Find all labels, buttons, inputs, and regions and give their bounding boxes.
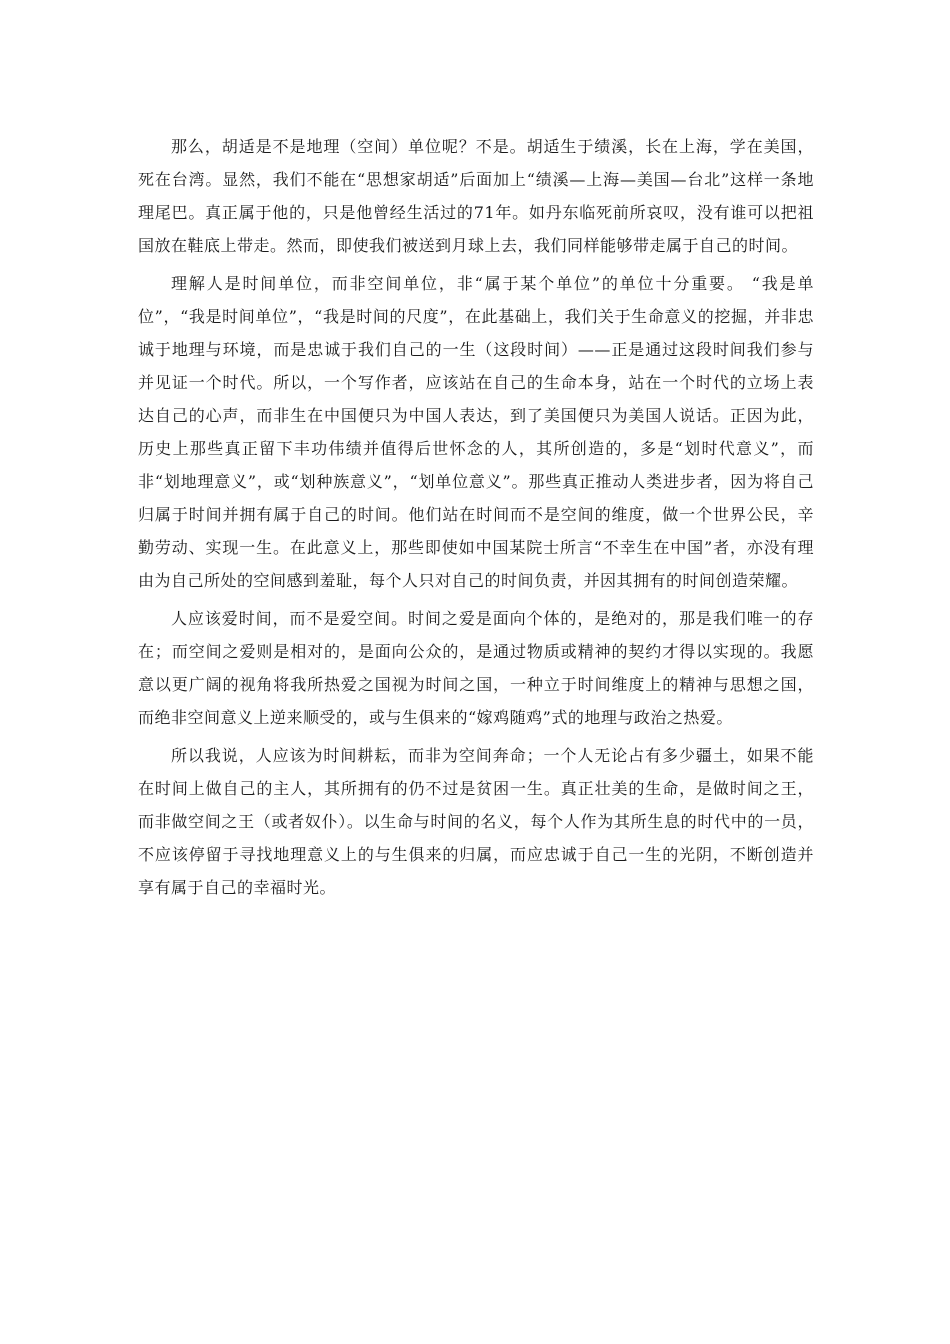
paragraph-1: 那么，胡适是不是地理（空间）单位呢？不是。胡适生于绩溪，长在上海，学在美国，死在台湾。显然，我们不能在“思想家胡适”后面加上“绩溪—上海—美国—台北”这样一条地理尾巴。真正属于他的，只是他曾经生活过的71年。如丹东临死前所哀叹，没有谁可以把祖国放在鞋底上带走。然而，即使我们被送到月球上去，我们同样能够带走属于自己的时间。	[138, 137, 814, 255]
paragraph-3: 人应该爱时间，而不是爱空间。时间之爱是面向个体的，是绝对的，那是我们唯一的存在；而空间之爱则是相对的，是面向公众的，是通过物质或精神的契约才得以实现的。我愿意以更广阔的视角将我所热爱之国视为时间之国，一种立于时间维度上的精神与思想之国，而绝非空间意义上逆来顺受的，或与生俱来的“嫁鸡随鸡”式的地理与政治之热爱。	[138, 609, 814, 727]
paragraph-4: 所以我说，人应该为时间耕耘，而非为空间奔命；一个人无论占有多少疆土，如果不能在时间上做自己的主人，其所拥有的仍不过是贫困一生。真正壮美的生命，是做时间之王，而非做空间之王（或者奴仆）。以生命与时间的名义，每个人作为其所生息的时代中的一员，不应该停留于寻找地理意义上的与生俱来的归属，而应忠诚于自己一生的光阴，不断创造并享有属于自己的幸福时光。	[138, 746, 814, 897]
document-body	[138, 130, 814, 909]
paragraph-2: 理解人是时间单位，而非空间单位，非“属于某个单位”的单位十分重要。 “我是单位”，“我是时间单位”，“我是时间的尺度”，在此基础上，我们关于生命意义的挖掘，并非忠诚于地理与环境，而是忠诚于我们自己的一生（这段时间）——正是通过这段时间我们参与并见证一个时代。所以，一个写作者，应该站在自己的生命本身，站在一个时代的立场上表达自己的心声，而非生在中国便只为中国人表达，到了美国便只为美国人说话。正因为此，历史上那些真正留下丰功伟绩并值得后世怀念的人，其所创造的，多是“划时代意义”，而非“划地理意义”，或“划种族意义”，“划单位意义”。那些真正推动人类进步者，因为将自己归属于时间并拥有属于自己的时间。他们站在时间而不是空间的维度，做一个世界公民，辛勤劳动、实现一生。在此意义上，那些即使如中国某院士所言“不幸生在中国”者，亦没有理由为自己所处的空间感到羞耻，每个人只对自己的时间负责，并因其拥有的时间创造荣耀。	[138, 274, 814, 590]
